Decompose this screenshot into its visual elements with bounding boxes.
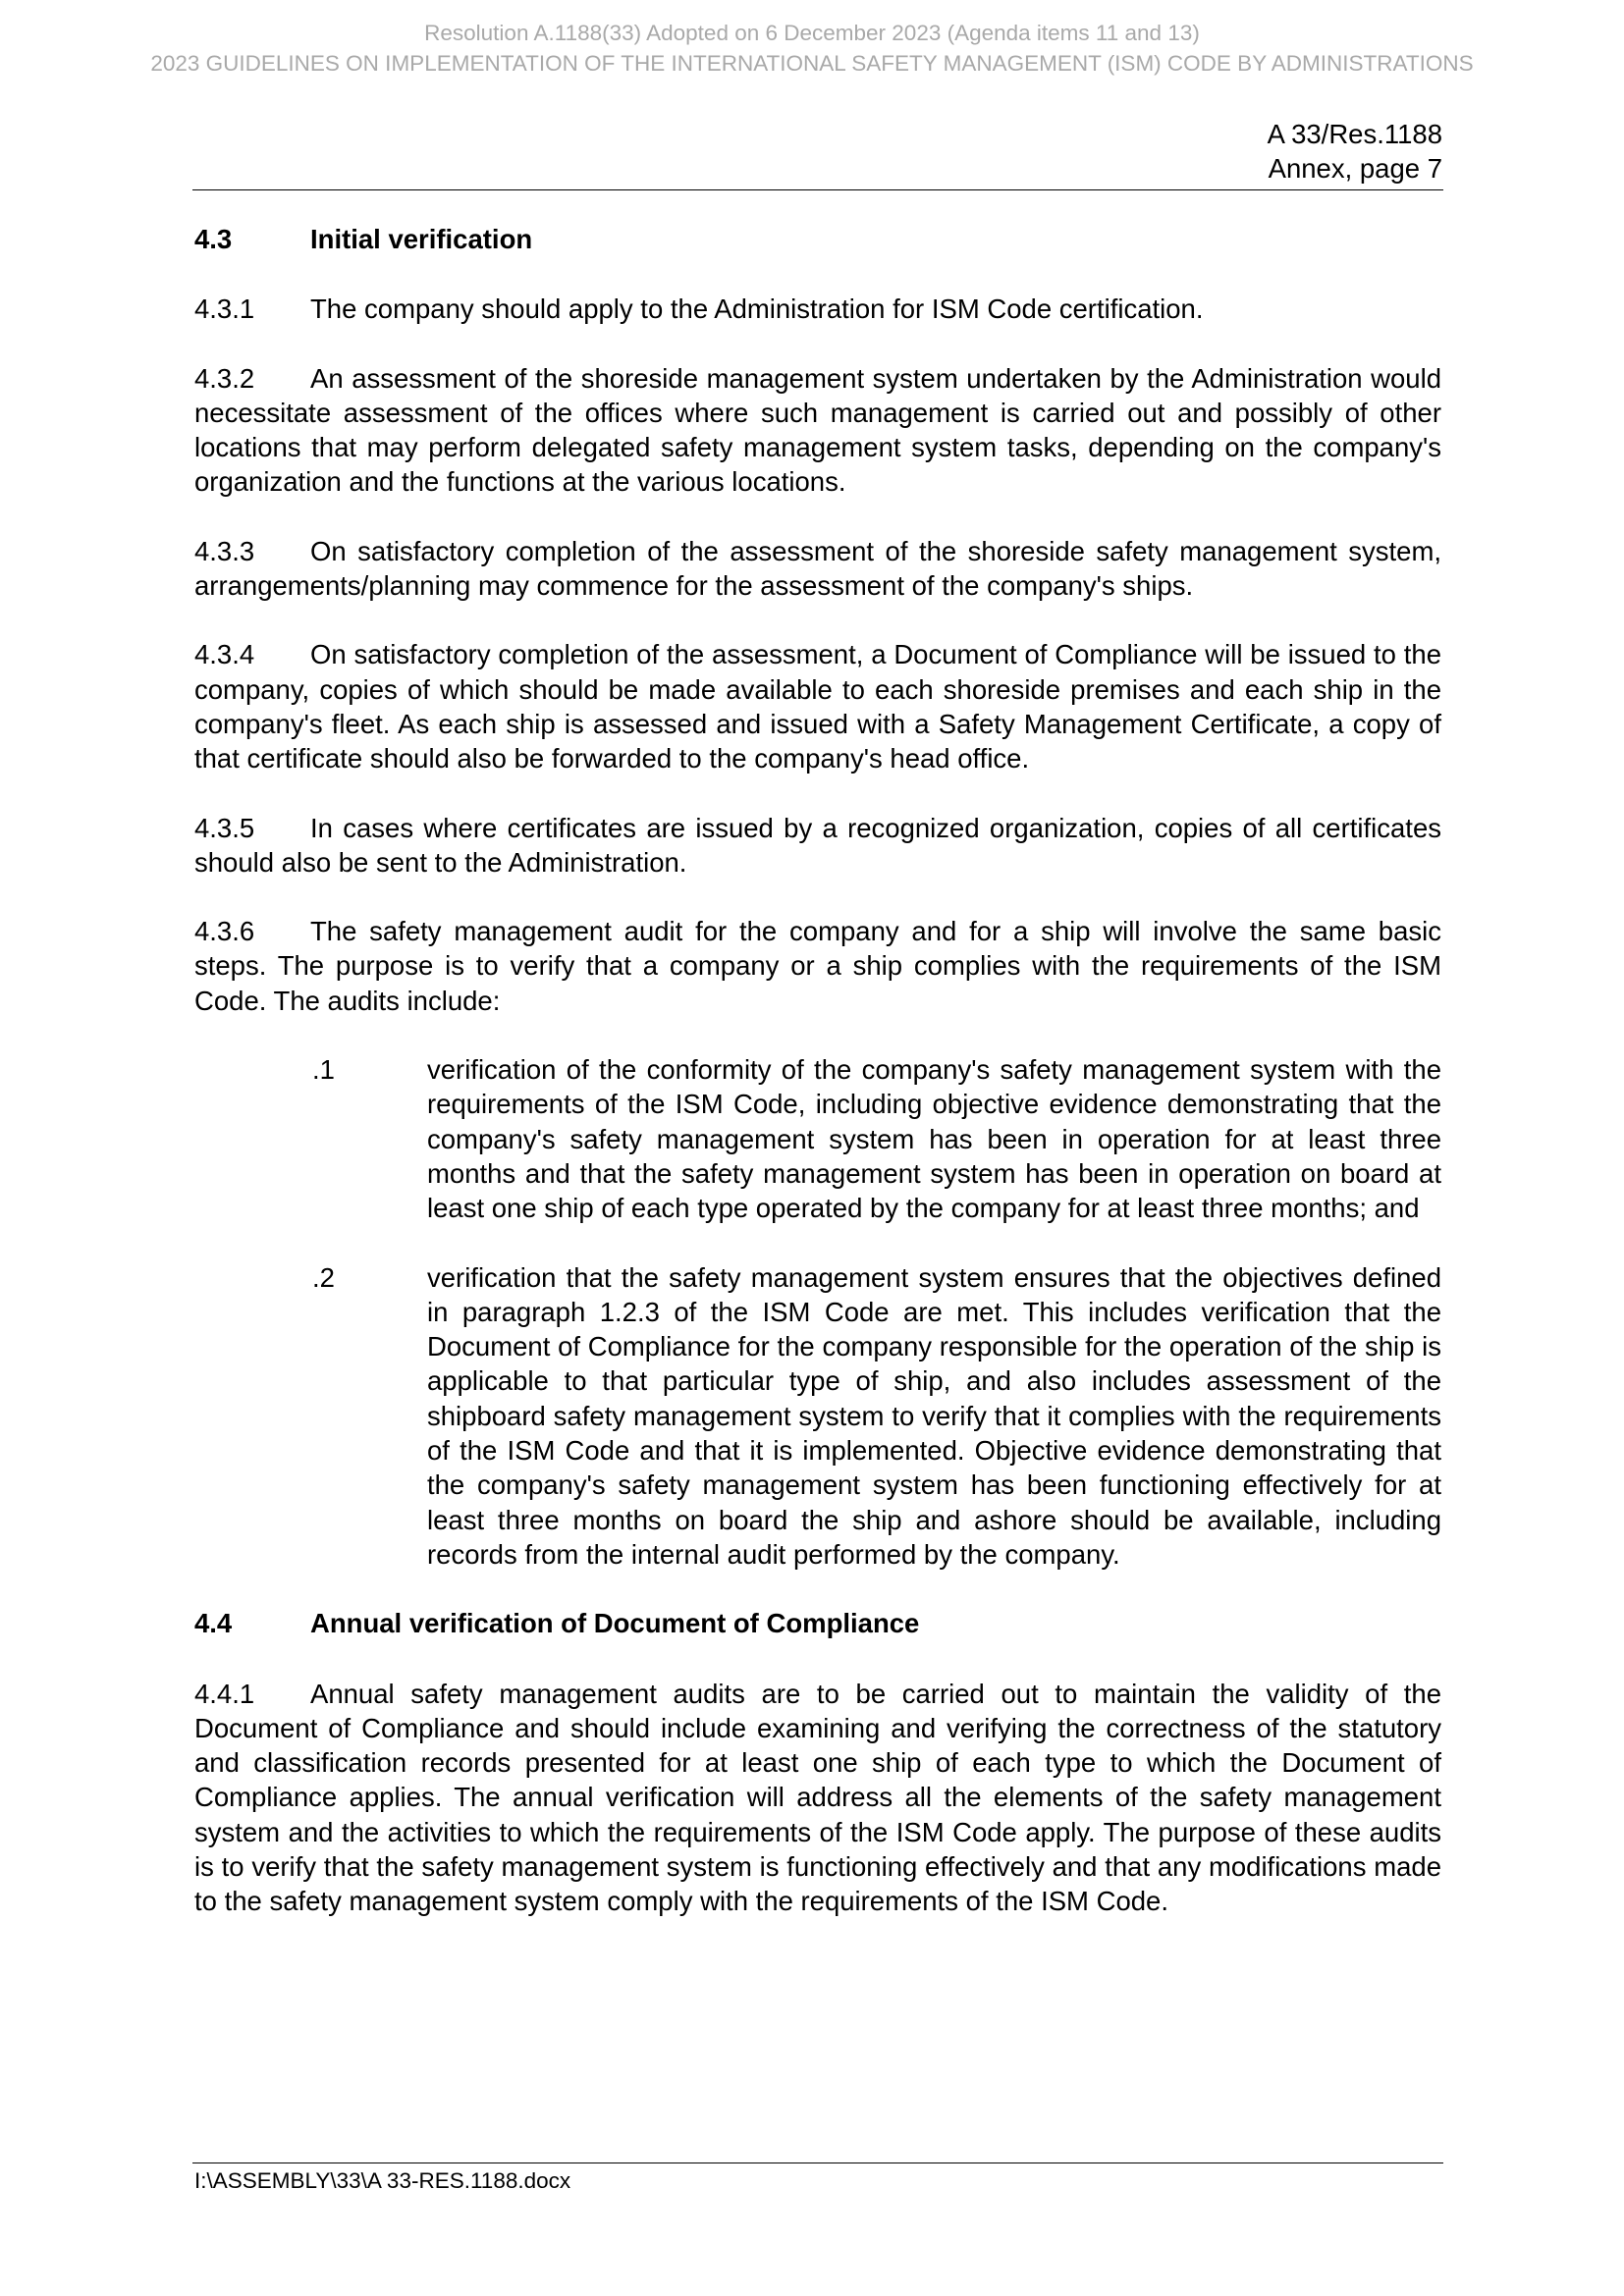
paragraph-text: On satisfactory completion of the assessment of the shoreside safety management system, arrangements/planning may commence for the assessment of the company's ships. bbox=[194, 535, 1441, 602]
paragraph-text: The safety management audit for the company and for a ship will involve the same basic steps. The purpose is to verify that a company or a ship complies with the requirements of the ISM Code. The audits include: bbox=[194, 916, 1441, 1016]
paragraph-number: 4.4.1 bbox=[194, 1678, 255, 1709]
paragraph-4-3-6 bbox=[194, 914, 1441, 1018]
header-rule bbox=[192, 189, 1443, 190]
section-heading-4-4 bbox=[194, 1606, 1441, 1640]
paragraph-text: On satisfactory completion of the assessment, a Document of Compliance will be issued to the company, copies of which should be made available to each shoreside premises and each ship in the company's fleet. As each ship is assessed and issued with a Safety Management Certificate, a copy of that certificate should also be forwarded to the company's head office. bbox=[194, 639, 1441, 774]
paragraph-4-3-1 bbox=[194, 292, 1441, 326]
document-body bbox=[194, 222, 1441, 1953]
list-item bbox=[194, 1052, 1441, 1225]
paragraph-number: 4.3.1 bbox=[194, 294, 255, 325]
watermark-line-1: Resolution A.1188(33) Adopted on 6 December 2023 (Agenda items 11 and 13) bbox=[424, 21, 1200, 45]
footer-file-path: I:\ASSEMBLY\33\A 33-RES.1188.docx bbox=[194, 2168, 571, 2193]
paragraph-number: 4.3.6 bbox=[194, 916, 255, 947]
paragraph-number: 4.3.3 bbox=[194, 535, 255, 566]
page-indicator: Annex, page 7 bbox=[1268, 153, 1442, 184]
section-number: 4.3 bbox=[194, 224, 233, 254]
section-title: Annual verification of Document of Compliance bbox=[310, 1608, 920, 1639]
section-title: Initial verification bbox=[310, 224, 533, 254]
paragraph-4-3-5 bbox=[194, 811, 1441, 881]
paragraph-4-3-4 bbox=[194, 637, 1441, 775]
section-number: 4.4 bbox=[194, 1608, 233, 1639]
paragraph-4-3-3 bbox=[194, 534, 1441, 604]
list-item-text: verification of the conformity of the company's safety management system with the requirements of the ISM Code, including objective evidence demonstrating that the company's safety management system has been in operation for at least three months and that the safety management system has been in operation on board at least one ship of each type operated by the company for at least three months; and bbox=[427, 1054, 1441, 1224]
paragraph-text: An assessment of the shoreside management system undertaken by the Administration would necessitate assessment of the offices where such management is carried out and possibly of other locations that may perform delegated safety management system tasks, depending on the company's organization and the functions at the various locations. bbox=[194, 362, 1441, 498]
paragraph-4-3-2 bbox=[194, 361, 1441, 500]
paragraph-number: 4.3.5 bbox=[194, 812, 255, 843]
paragraph-4-4-1 bbox=[194, 1677, 1441, 1919]
watermark-line-2: 2023 GUIDELINES ON IMPLEMENTATION OF THE INTERNATIONAL SAFETY MANAGEMENT (ISM) CODE BY ADMINISTRATIONS bbox=[150, 51, 1474, 76]
list-item-number: .2 bbox=[312, 1261, 335, 1293]
paragraph-text: Annual safety management audits are to be carried out to maintain the validity of the Document of Compliance and should include examining and verifying the correctness of the statutory and classification records presented for at least one ship of each type to which the Document of Compliance applies. The annual verification will address all the elements of the safety management system and the activities to which the requirements of the ISM Code apply. The purpose of these audits is to verify that the safety management system is functioning effectively and that any modifications made to the safety management system comply with the requirements of the ISM Code. bbox=[194, 1678, 1441, 1917]
paragraph-number: 4.3.2 bbox=[194, 362, 255, 394]
paragraph-text: In cases where certificates are issued by a recognized organization, copies of all certificates should also be sent to the Administration. bbox=[194, 812, 1441, 878]
list-item-number: .1 bbox=[312, 1054, 335, 1086]
paragraph-number: 4.3.4 bbox=[194, 639, 255, 670]
paragraph-text: The company should apply to the Administration for ISM Code certification. bbox=[310, 294, 1204, 325]
section-heading-4-3 bbox=[194, 222, 1441, 256]
list-item-text: verification that the safety management system ensures that the objectives defined in paragraph 1.2.3 of the ISM Code are met. This includes verification that the Document of Compliance for the company responsible for the operation of the ship is applicable to that particular type of ship, and also includes assessment of the shipboard safety management system to verify that it complies with the requirements of the ISM Code and that it is implemented. Objective evidence demonstrating that the company's safety management system has been functioning effectively for at least three months on board the ship and ashore should be available, including records from the internal audit performed by the company. bbox=[427, 1261, 1441, 1570]
list-item bbox=[194, 1260, 1441, 1573]
document-reference: A 33/Res.1188 bbox=[1267, 119, 1442, 149]
